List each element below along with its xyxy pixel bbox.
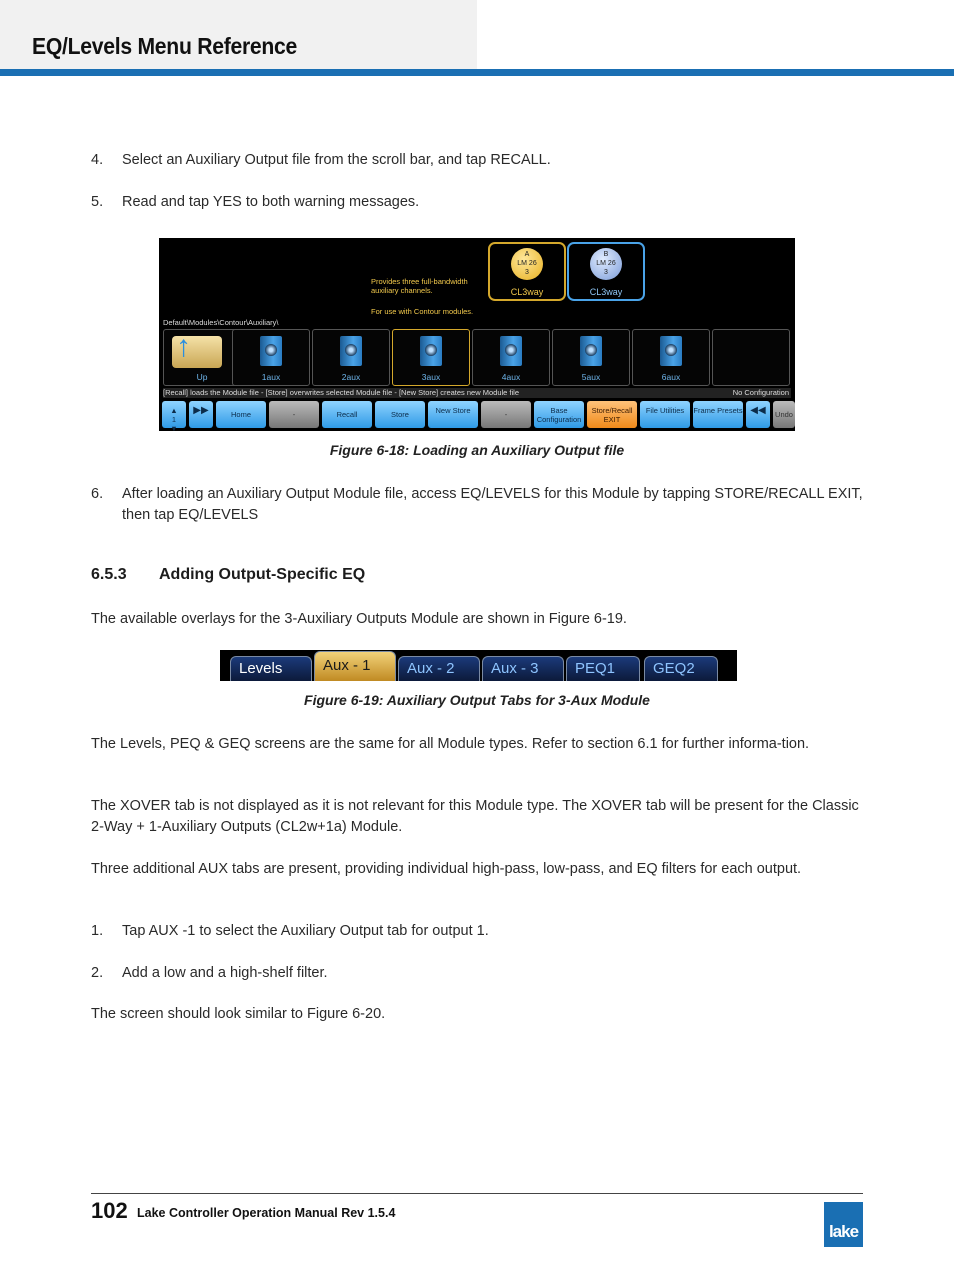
figure-aux-tabs: [220, 650, 737, 681]
paragraph: The screen should look similar to Figure 6-20.: [91, 1006, 386, 1022]
module-a-model: LM 26: [517, 260, 537, 267]
module-b-count: 3: [604, 269, 608, 276]
list-item-text: Select an Auxiliary Output file from the scroll bar, and tap RECALL.: [122, 152, 551, 168]
list-item-number: 1.: [91, 923, 104, 939]
speaker-icon: [580, 336, 602, 366]
file-tile-selected[interactable]: [392, 329, 470, 386]
module-description: For use with Contour modules.: [371, 307, 474, 316]
status-message: [Recall] loads the Module file - [Store] overwrites selected Module file - [New Store] creates new Module file: [163, 388, 519, 397]
file-tile[interactable]: [472, 329, 550, 386]
list-item-number: 2.: [91, 965, 104, 981]
module-a-badge: [511, 248, 543, 280]
page-number: 102: [91, 1198, 128, 1223]
speaker-icon: [500, 336, 522, 366]
speaker-icon: [260, 336, 282, 366]
figure-caption: Figure 6-19: Auxiliary Output Tabs for 3-Aux Module: [304, 692, 650, 708]
page-header-title: EQ/Levels Menu Reference: [32, 33, 298, 59]
file-tile[interactable]: [552, 329, 630, 386]
list-item-text: Read and tap YES to both warning messages.: [122, 194, 420, 210]
tab-geq2[interactable]: GEQ2: [644, 656, 718, 681]
tab-aux-2[interactable]: Aux - 2: [398, 656, 480, 681]
home-button[interactable]: Home: [216, 401, 266, 428]
file-tile-label: 5aux: [581, 372, 601, 382]
file-tile-label: 2aux: [341, 372, 361, 382]
module-b-letter: B: [603, 251, 609, 258]
paragraph: Three additional AUX tabs are present, providing individual high-pass, low-pass, and EQ filters for each output.: [91, 861, 802, 877]
module-b-name: CL3way: [589, 287, 623, 297]
module-description: auxiliary channels.: [371, 286, 433, 295]
module-card-a[interactable]: [488, 242, 566, 301]
file-tile-label: 1aux: [261, 372, 281, 382]
tab-peq1[interactable]: PEQ1: [566, 656, 640, 681]
paragraph: The Levels, PEQ & GEQ screens are the same for all Module types. Refer to section 6.1 for further informa-tion.: [91, 736, 810, 752]
module-a-name: CL3way: [510, 287, 544, 297]
speaker-icon: [660, 336, 682, 366]
module-card-b[interactable]: [567, 242, 645, 301]
lake-logo: lake: [824, 1202, 863, 1247]
module-description: Provides three full-bandwidth: [371, 277, 468, 286]
file-tile-label: Up: [196, 372, 208, 382]
figure-loading-aux-file: [159, 238, 795, 431]
file-tile-label: 4aux: [501, 372, 521, 382]
list-item-number: 6.: [91, 486, 104, 502]
store-button[interactable]: Store: [375, 401, 425, 428]
header-rule: [0, 69, 954, 76]
module-a-letter: A: [524, 251, 530, 258]
list-item-text: Tap AUX -1 to select the Auxiliary Output tab for output 1.: [122, 923, 489, 939]
list-item-text: Add a low and a high-shelf filter.: [122, 965, 328, 981]
recall-button[interactable]: Recall: [322, 401, 372, 428]
section-title: Adding Output-Specific EQ: [159, 566, 366, 583]
file-tile[interactable]: [632, 329, 710, 386]
new-store-button[interactable]: New Store: [428, 401, 478, 428]
tab-levels[interactable]: Levels: [230, 656, 312, 681]
file-tile-label: 3aux: [421, 372, 441, 382]
speaker-icon: [340, 336, 362, 366]
footer-rule: [91, 1193, 863, 1194]
base-configuration-button[interactable]: Base Configuration: [534, 401, 584, 428]
list-item-number: 4.: [91, 152, 104, 168]
file-utilities-button[interactable]: File Utilities: [640, 401, 690, 428]
figure-caption: Figure 6-18: Loading an Auxiliary Output file: [329, 442, 625, 458]
folder-up-icon: [172, 336, 222, 368]
module-a-count: 3: [525, 269, 529, 276]
tab-aux-3[interactable]: Aux - 3: [482, 656, 564, 681]
file-path: Default\Modules\Contour\Auxiliary\: [163, 318, 279, 327]
file-tile-label: 6aux: [661, 372, 681, 382]
undo-button[interactable]: Undo: [773, 401, 795, 428]
rewind-button[interactable]: ◀◀: [746, 401, 770, 428]
fast-forward-button[interactable]: ▶▶: [189, 401, 213, 428]
frame-presets-button[interactable]: Frame Presets: [693, 401, 743, 428]
blank-button[interactable]: -: [269, 401, 319, 428]
section-number: 6.5.3: [91, 566, 127, 583]
configuration-status: No Configuration: [732, 388, 789, 397]
paragraph: The available overlays for the 3-Auxiliary Outputs Module are shown in Figure 6-19.: [91, 611, 627, 627]
tab-aux-1[interactable]: Aux - 1: [314, 651, 396, 681]
file-tile-up[interactable]: [163, 329, 241, 386]
speaker-icon: [420, 336, 442, 366]
store-recall-exit-button[interactable]: Store/Recall EXIT: [587, 401, 637, 428]
paragraph: The XOVER tab is not displayed as it is not relevant for this Module type. The XOVER tab will be present for the Classic 2-Way + 1-Auxiliary Outputs (CL2w+1a) Module.: [91, 798, 859, 835]
file-tile-empty[interactable]: [712, 329, 790, 386]
list-item-number: 5.: [91, 194, 104, 210]
module-b-model: LM 26: [596, 260, 616, 267]
file-tile[interactable]: [312, 329, 390, 386]
scroll-up-button[interactable]: ▲ 1 ▼: [162, 401, 186, 428]
list-item-text: After loading an Auxiliary Output Module file, access EQ/LEVELS for this Module by tapping STORE/RECALL EXIT, then tap EQ/LEVELS: [122, 486, 863, 523]
blank-button[interactable]: -: [481, 401, 531, 428]
file-tile[interactable]: [232, 329, 310, 386]
footer-title: Lake Controller Operation Manual Rev 1.5.4: [137, 1206, 396, 1220]
module-b-badge: [590, 248, 622, 280]
status-bar: [163, 388, 791, 398]
section-heading: [91, 566, 365, 584]
